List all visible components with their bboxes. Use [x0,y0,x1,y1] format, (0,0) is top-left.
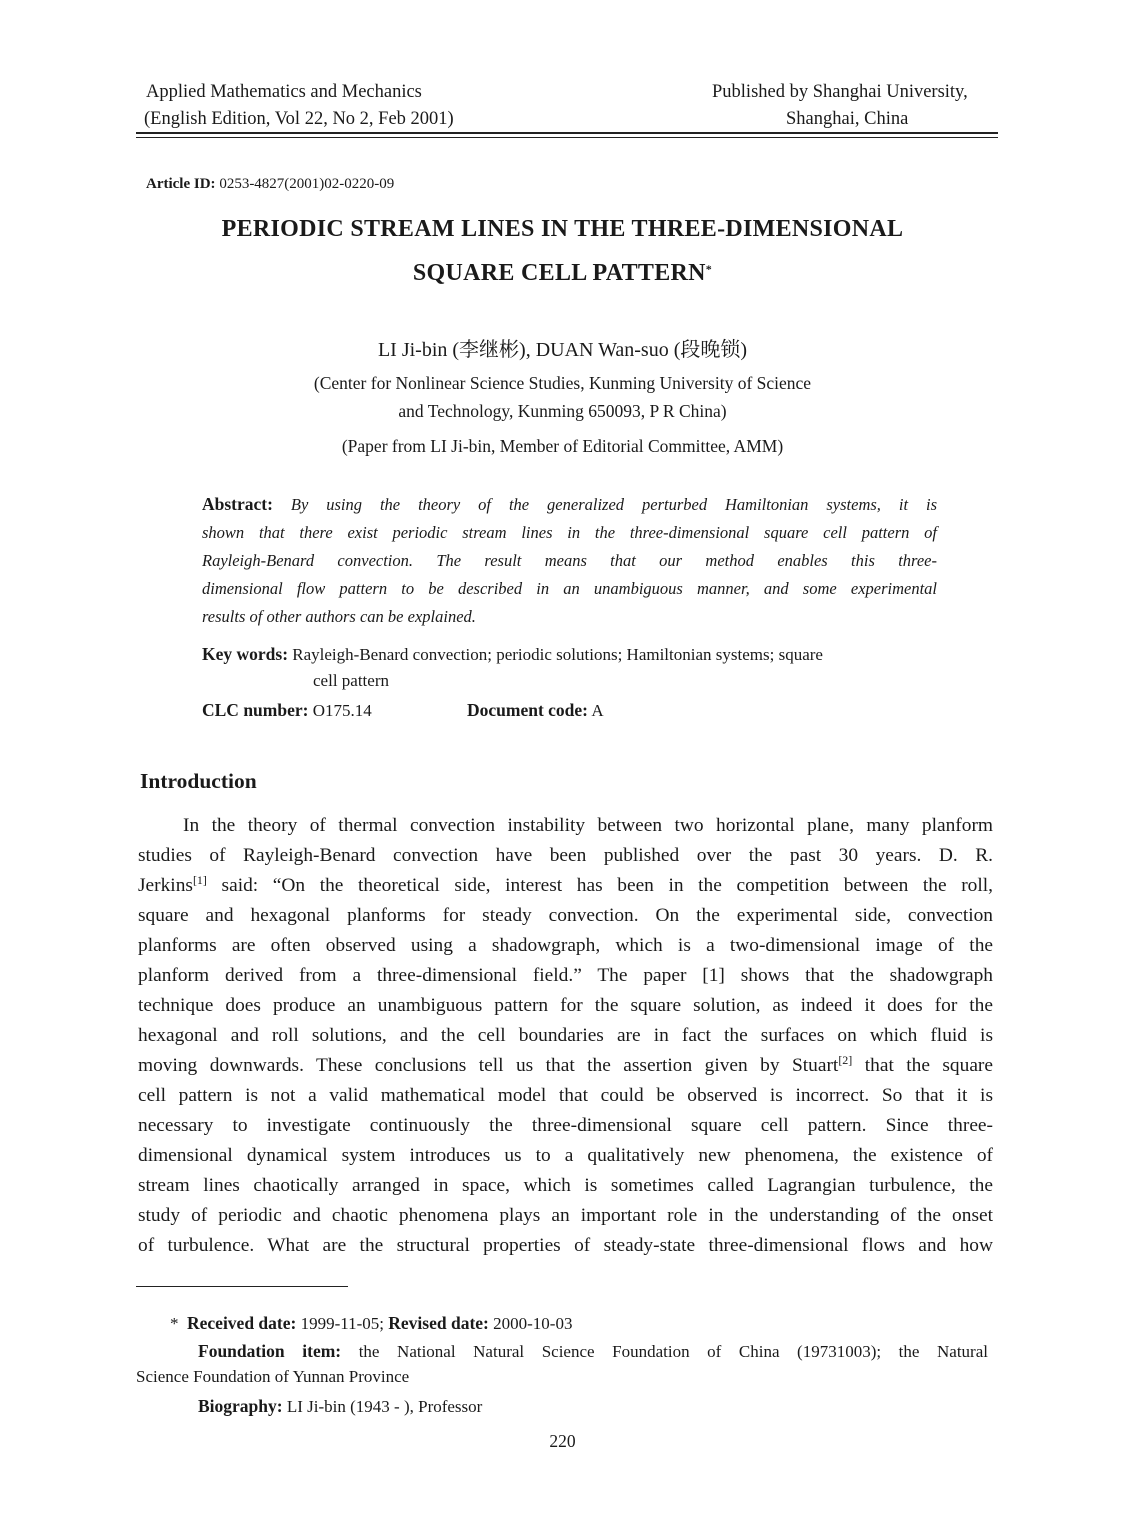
body-line [138,1055,993,1077]
footnote-star: * [170,1314,179,1333]
foundation-label: Foundation item: [198,1341,342,1361]
revised-value: 2000-10-03 [493,1314,573,1333]
authors: LI Ji-bin (李继彬), DUAN Wan-suo (段晚锁) [377,339,748,361]
footnote-biography [198,1396,482,1417]
publisher: Published by Shanghai University, [712,82,968,102]
abstract-line: shown that there exist periodic stream lines in the three-dimensional square cell pattern of [202,523,937,542]
revised-label: Revised date: [388,1313,489,1333]
body-text: moving downwards. These conclusions tell us that the assertion given by Stuart [138,1055,839,1076]
body-text: said: “On the theoretical side, interest has been in the competition between the roll, [206,875,993,896]
abstract-line: dimensional flow pattern to be described in an unambiguous manner, and some experimental [202,579,937,598]
keywords-line-2: cell pattern [313,671,389,690]
received-value: 1999-11-05; [300,1314,385,1333]
body-line: of turbulence. What are the structural properties of steady-state three-dimensional flows and how [138,1235,993,1256]
header-rule-thin [136,137,998,138]
journal-name: Applied Mathematics and Mechanics [146,82,422,102]
paper-title-line-1: PERIODIC STREAM LINES IN THE THREE-DIMENSIONAL [221,216,904,242]
keywords-line-1: Rayleigh-Benard convection; periodic solutions; Hamiltonian systems; square [292,645,823,664]
biography-value: LI Ji-bin (1943 - ), Professor [286,1397,483,1416]
body-line [138,875,993,897]
body-line: dimensional dynamical system introduces us to a qualitatively new phenomena, the existence of [138,1145,993,1166]
biography-label: Biography: [198,1396,283,1416]
abstract-label: Abstract: [202,494,273,514]
article-id-label: Article ID: [146,176,216,192]
body-text: Jerkins [138,875,193,896]
publisher-location: Shanghai, China [786,109,909,129]
body-line: necessary to investigate continuously the three-dimensional square cell pattern. Since three- [138,1115,993,1136]
paper-title-line-2 [0,260,1125,287]
body-line: In the theory of thermal convection instability between two horizontal plane, many planform [183,815,993,836]
header-rule-thick [136,132,998,134]
body-line: study of periodic and chaotic phenomena plays an important role in the understanding of the onset [138,1205,993,1226]
paper-title-text: SQUARE CELL PATTERN [412,260,706,286]
body-text: that the square [852,1055,993,1076]
body-line: square and hexagonal planforms for steady convection. On the experimental side, convection [138,905,993,926]
clc-number [202,700,372,721]
foundation-line-1: the National Natural Science Foundation of China (19731003); the Natural [358,1342,988,1361]
body-line: planforms are often observed using a shadowgraph, which is a two-dimensional image of the [138,935,993,956]
body-line: cell pattern is not a valid mathematical model that could be observed is incorrect. So that it is [138,1085,993,1106]
body-line: studies of Rayleigh-Benard convection have been published over the past 30 years. D. R. [138,845,993,866]
citation-2: [2] [838,1053,853,1067]
article-id-value: 0253-4827(2001)02-0220-09 [219,176,395,192]
citation-1: [1] [192,873,207,887]
doc-code-label: Document code: [467,700,589,720]
keywords-label: Key words: [202,644,289,664]
clc-value: O175.14 [312,701,372,720]
doc-code-value: A [591,701,604,720]
page-number: 220 [549,1431,576,1451]
keywords [202,644,937,665]
footnote-foundation [198,1341,988,1362]
foundation-line-2: Science Foundation of Yunnan Province [136,1367,410,1386]
title-footnote-mark: * [705,262,713,276]
journal-edition: (English Edition, Vol 22, No 2, Feb 2001) [144,109,454,129]
abstract-line: Rayleigh-Benard convection. The result means that our method enables this three- [202,551,937,570]
footnote-separator [136,1286,348,1287]
body-line: hexagonal and roll solutions, and the cell boundaries are in fact the surfaces on which fluid is [138,1025,993,1046]
document-code [467,700,604,721]
body-line: technique does produce an unambiguous pattern for the square solution, as indeed it does for the [138,995,993,1016]
abstract-line: By using the theory of the generalized perturbed Hamiltonian systems, it is [290,495,937,514]
received-label: Received date: [187,1313,297,1333]
editorial-note: (Paper from LI Ji-bin, Member of Editorial Committee, AMM) [341,436,784,456]
footnote-dates [170,1313,572,1334]
clc-label: CLC number: [202,700,309,720]
affiliation-line-1: (Center for Nonlinear Science Studies, Kunming University of Science [313,373,812,393]
body-line: stream lines chaotically arranged in space, which is sometimes called Lagrangian turbulence, the [138,1175,993,1196]
body-line: planform derived from a three-dimensional field.” The paper [1] shows that the shadowgraph [138,965,993,986]
abstract [202,490,937,631]
affiliation-line-2: and Technology, Kunming 650093, P R China) [398,401,727,421]
abstract-line: results of other authors can be explained. [202,607,476,626]
section-heading: Introduction [140,769,257,793]
article-id [146,176,394,193]
